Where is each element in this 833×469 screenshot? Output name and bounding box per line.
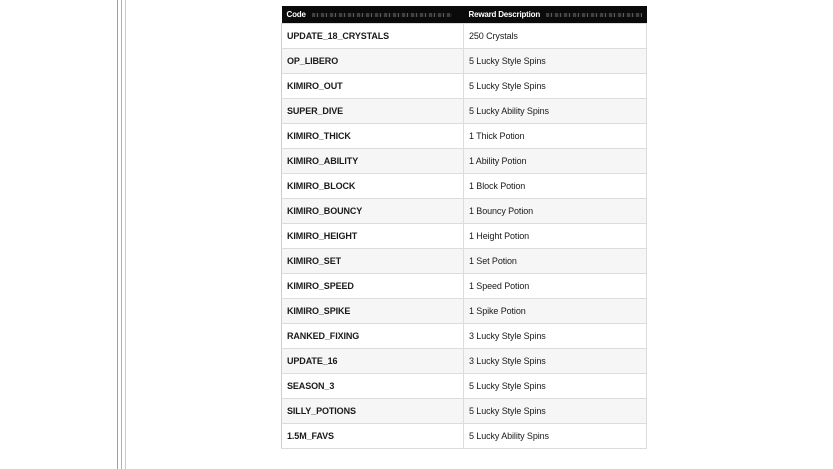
code-cell: UPDATE_16 — [282, 349, 464, 374]
code-cell: SEASON_3 — [282, 374, 464, 399]
table-row — [282, 324, 647, 349]
code-cell: KIMIRO_OUT — [282, 74, 464, 99]
code-cell: KIMIRO_BOUNCY — [282, 199, 464, 224]
column-header-reward-label: Reward Description — [468, 10, 541, 19]
table-row — [282, 124, 647, 149]
table-row — [282, 349, 647, 374]
left-border-line — [121, 0, 122, 469]
code-cell: KIMIRO_SPEED — [282, 274, 464, 299]
table-row — [282, 199, 647, 224]
code-cell: OP_LIBERO — [282, 49, 464, 74]
header-artifact — [546, 13, 642, 17]
left-border-line — [117, 0, 118, 469]
code-cell: 1.5M_FAVS — [282, 424, 464, 449]
column-header-code — [282, 6, 464, 24]
reward-cell: 1 Bouncy Potion — [464, 199, 647, 224]
code-cell: KIMIRO_ABILITY — [282, 149, 464, 174]
table-row — [282, 174, 647, 199]
table-row — [282, 49, 647, 74]
reward-cell: 1 Block Potion — [464, 174, 647, 199]
table-row — [282, 399, 647, 424]
reward-cell: 1 Height Potion — [464, 224, 647, 249]
code-cell: RANKED_FIXING — [282, 324, 464, 349]
codes-table — [281, 6, 647, 449]
table-row — [282, 374, 647, 399]
code-cell: SILLY_POTIONS — [282, 399, 464, 424]
table-row — [282, 299, 647, 324]
reward-cell: 5 Lucky Style Spins — [464, 399, 647, 424]
reward-cell: 5 Lucky Style Spins — [464, 49, 647, 74]
reward-cell: 1 Set Potion — [464, 249, 647, 274]
code-cell: SUPER_DIVE — [282, 99, 464, 124]
reward-cell: 1 Speed Potion — [464, 274, 647, 299]
table-body — [282, 24, 647, 449]
left-border-line — [125, 0, 126, 469]
column-header-reward — [464, 6, 647, 24]
table-row — [282, 99, 647, 124]
reward-cell: 5 Lucky Style Spins — [464, 374, 647, 399]
code-cell: KIMIRO_SPIKE — [282, 299, 464, 324]
reward-cell: 1 Ability Potion — [464, 149, 647, 174]
table-row — [282, 249, 647, 274]
table-row — [282, 24, 647, 49]
table-row — [282, 424, 647, 449]
code-cell: UPDATE_18_CRYSTALS — [282, 24, 464, 49]
code-cell: KIMIRO_HEIGHT — [282, 224, 464, 249]
reward-cell: 250 Crystals — [464, 24, 647, 49]
reward-cell: 1 Thick Potion — [464, 124, 647, 149]
code-cell: KIMIRO_THICK — [282, 124, 464, 149]
code-cell: KIMIRO_BLOCK — [282, 174, 464, 199]
header-artifact — [312, 13, 452, 17]
reward-cell: 5 Lucky Ability Spins — [464, 424, 647, 449]
reward-cell: 3 Lucky Style Spins — [464, 324, 647, 349]
reward-cell: 3 Lucky Style Spins — [464, 349, 647, 374]
reward-cell: 1 Spike Potion — [464, 299, 647, 324]
table-header-row — [282, 6, 647, 24]
reward-cell: 5 Lucky Style Spins — [464, 74, 647, 99]
table-row — [282, 74, 647, 99]
column-header-code-label: Code — [286, 10, 306, 19]
table-row — [282, 274, 647, 299]
table-row — [282, 149, 647, 174]
code-cell: KIMIRO_SET — [282, 249, 464, 274]
table-row — [282, 224, 647, 249]
reward-cell: 5 Lucky Ability Spins — [464, 99, 647, 124]
